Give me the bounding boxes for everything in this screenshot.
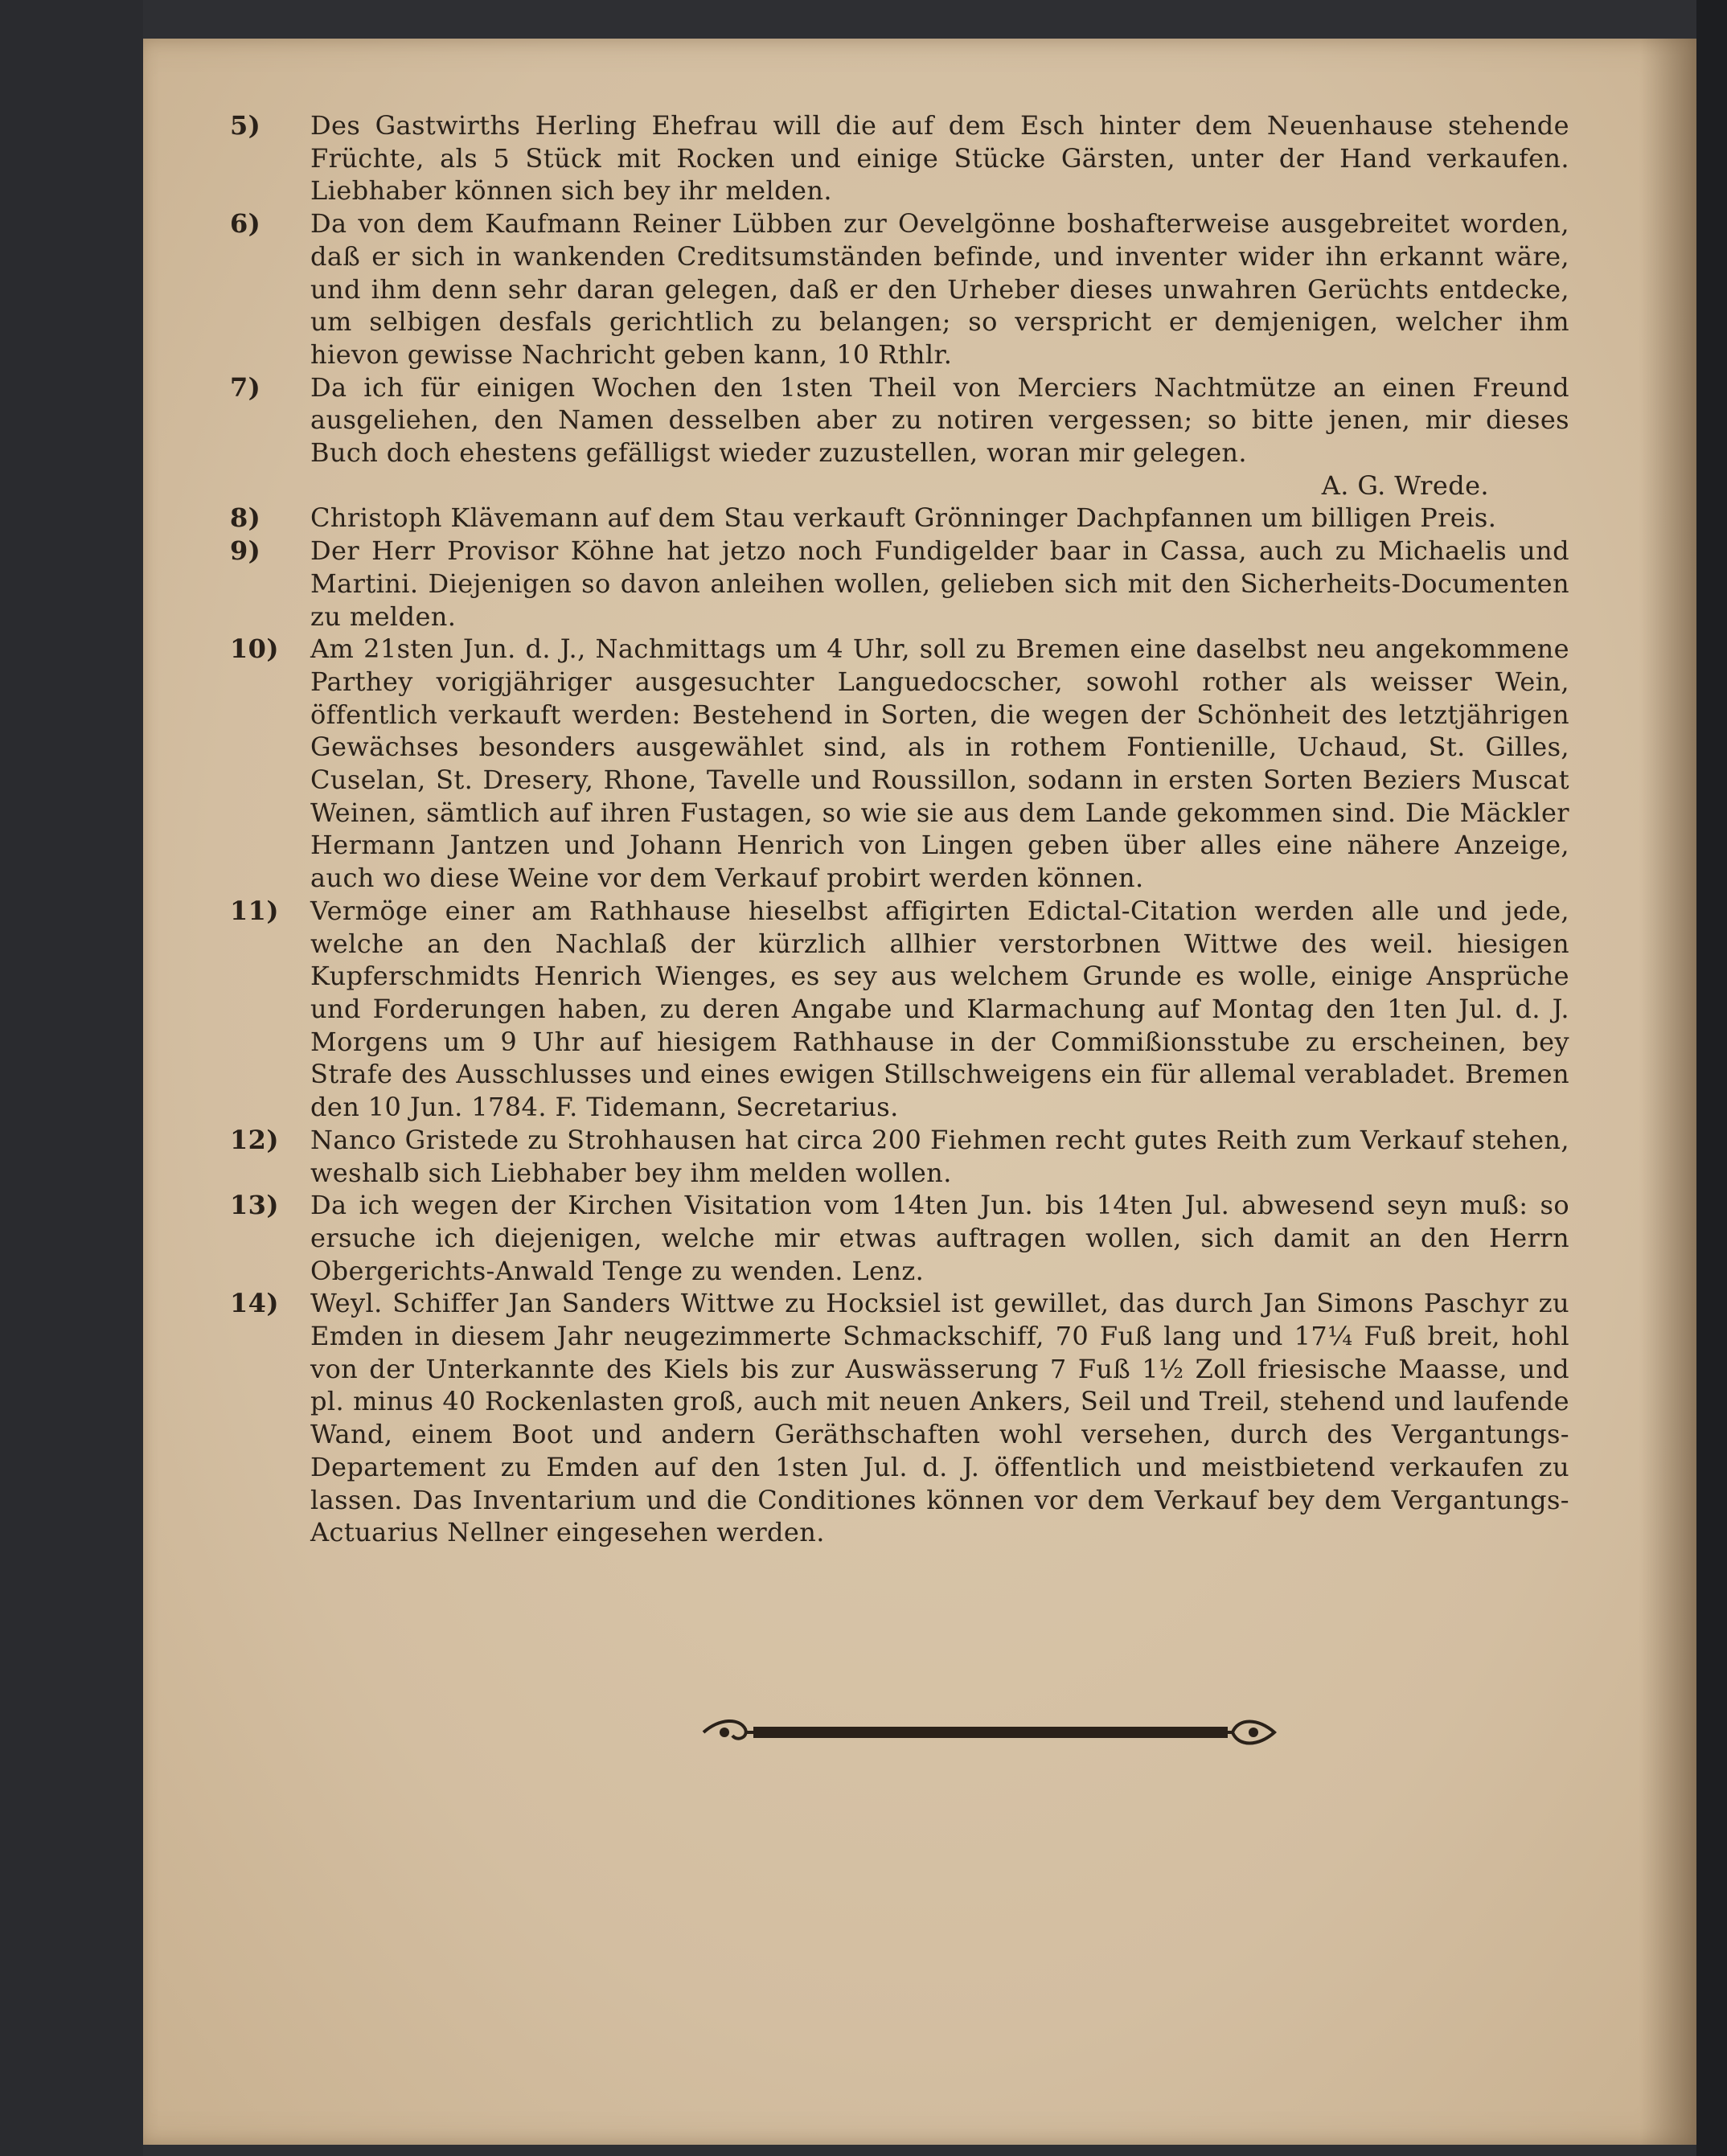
entry-number: 10) [230,633,279,665]
entry-signature: A. G. Wrede. [1321,469,1489,501]
entry-number: 12) [230,1124,279,1155]
notice-entry [230,1124,1569,1189]
scan-background-left [0,0,143,2156]
entry-text: Christoph Klävemann auf dem Stau verkauft Grönninger Dachpfannen um billigen Preis. [310,502,1497,534]
notice-entry [230,371,1569,502]
notice-entry [230,1287,1569,1549]
notice-list [230,109,1569,1549]
entry-number: 8) [230,502,261,534]
notice-entry [230,895,1569,1124]
scan-background-right [1696,0,1727,2156]
entry-number: 6) [230,208,261,240]
entry-text: Vermöge einer am Rathhause hieselbst affigirten Edictal-Citation werden alle und jede, welche an den Nachlaß der kürzlich allhier verstorbnen Wittwe des weil. hiesigen Kupferschmidts Henrich Wienges, es sey aus welchem Grunde es wolle, einige Ansprüche und Forderungen haben, zu deren Angabe und Klarmachung auf Montag den 1ten Jul. d. J. Morgens um 9 Uhr auf hiesigem Rathhause in der Commißionsstube zu erscheinen, bey Strafe des Ausschlusses und eines ewigen Stillschweigens ein für allemal verabladet. Bremen den 10 Jun. 1784. F. Tidemann, Secretarius. [310,895,1569,1123]
entry-text: Da ich wegen der Kirchen Visitation vom 14ten Jun. bis 14ten Jul. abwesend seyn muß: so ersuche ich diejenigen, welche mir etwas auftragen wollen, sich damit an den Herrn Obergerichts-Anwald Tenge zu wenden. Lenz. [310,1190,1569,1286]
entry-number: 9) [230,535,261,567]
notice-entry [230,535,1569,633]
entry-text: Nanco Gristede zu Strohhausen hat circa 200 Fiehmen recht gutes Reith zum Verkauf stehen, weshalb sich Liebhaber bey ihm melden wollen. [310,1124,1569,1188]
notice-entry [230,109,1569,207]
entry-text: Da von dem Kaufmann Reiner Lübben zur Oevelgönne boshafterweise ausgebreitet worden, daß er sich in wankenden Creditsumständen befinde, und inventer wider ihn erkannt wäre, und ihm denn sehr daran gelegen, daß er den Urheber dieses unwahren Gerüchts entdecke, um selbigen desfals gerichtlich zu belangen; so verspricht er demjenigen, welcher ihm hievon gewisse Nachricht geben kann, 10 Rthlr. [310,208,1569,370]
entry-number: 7) [230,371,261,403]
notice-entry [230,633,1569,895]
notice-entry [230,207,1569,371]
entry-text: Weyl. Schiffer Jan Sanders Wittwe zu Hocksiel ist gewillet, das durch Jan Simons Paschyr zu Emden in diesem Jahr neugezimmerte Schmackschiff, 70 Fuß lang und 17¼ Fuß breit, hohl von der Unterkannte des Kiels bis zur Auswässerung 7 Fuß 1½ Zoll friesische Maasse, und pl. minus 40 Rockenlasten groß, auch mit neuen Ankers, Seil und Treil, stehend und laufende Wand, einem Boot und andern Geräthschaften wohl versehen, durch des Vergantungs-Departement zu Emden auf den 1sten Jul. d. J. öffentlich und meistbietend verkaufen zu lassen. Das Inventarium und die Conditiones können vor dem Verkauf bey dem Vergantungs-Actuarius Nellner eingesehen werden. [310,1288,1569,1548]
entry-number: 5) [230,110,261,141]
entry-number: 14) [230,1288,279,1319]
entry-text: Des Gastwirths Herling Ehefrau will die auf dem Esch hinter dem Neuenhause stehende Früchte, als 5 Stück mit Rocken und einige Stücke Gärsten, unter der Hand verkaufen. Liebhaber können sich bey ihr melden. [310,110,1569,207]
entry-number: 11) [230,895,279,926]
entry-number: 13) [230,1190,279,1221]
entry-text: Da ich für einigen Wochen den 1sten Theil von Merciers Nachtmütze an einen Freund ausgeliehen, den Namen desselben aber zu notiren vergessen; so bitte jenen, mir dieses Buch doch ehestens gefälligst wieder zuzustellen, woran mir gelegen. [310,371,1569,469]
notice-entry [230,1189,1569,1287]
entry-text: Der Herr Provisor Köhne hat jetzo noch Fundigelder baar in Cassa, auch zu Michaelis und Martini. Diejenigen so davon anleihen wollen, gelieben sich mit den Sicherheits-Documenten zu melden. [310,535,1569,632]
entry-text: Am 21sten Jun. d. J., Nachmittags um 4 Uhr, soll zu Bremen eine daselbst neu angekommene Parthey vorigjähriger ausgesuchter Languedocscher, sowohl rother als weisser Wein, öffentlich verkauft werden: Bestehend in Sorten, die wegen der Schönheit des letztjährigen Gewächses besonders ausgewählet sind, als in rothem Fontienille, Uchaud, St. Gilles, Cuselan, St. Dresery, Rhone, Tavelle und Roussillon, sodann in ersten Sorten Beziers Muscat Weinen, sämtlich auf ihren Fustagen, so wie sie aus dem Lande gekommen sind. Die Mäckler Hermann Jantzen und Johann Henrich von Lingen geben über alles eine nähere Anzeige, auch wo diese Weine vor dem Verkauf probirt werden können. [310,633,1569,894]
notice-entry [230,502,1569,535]
ornament-divider [695,1715,1282,1750]
